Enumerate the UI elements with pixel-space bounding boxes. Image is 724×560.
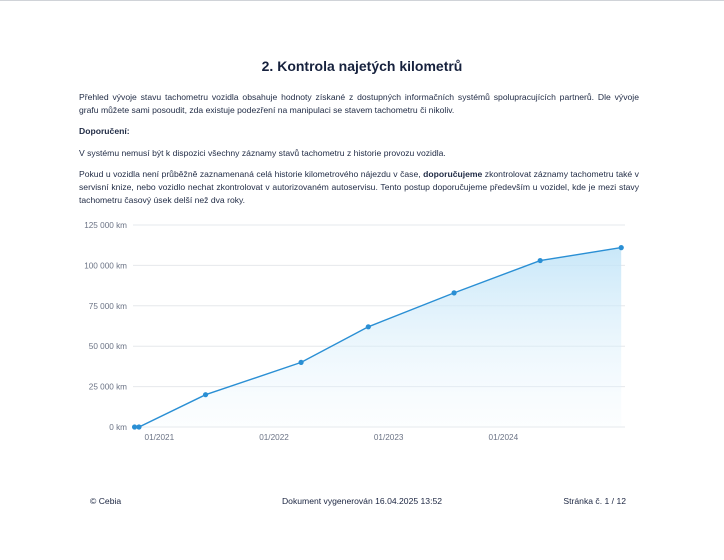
x-tick-label: 01/2024 xyxy=(488,433,519,442)
top-rule xyxy=(0,0,724,1)
data-point[interactable] xyxy=(136,424,141,429)
y-tick-label: 75 000 km xyxy=(88,301,127,311)
x-tick-label: 01/2023 xyxy=(373,433,404,442)
y-tick-label: 25 000 km xyxy=(88,382,127,392)
odometer-chart xyxy=(0,210,724,450)
x-tick-label: 01/2021 xyxy=(144,433,175,442)
data-point[interactable] xyxy=(366,324,371,329)
x-axis-labels xyxy=(145,433,519,442)
data-point[interactable] xyxy=(538,258,543,263)
odometer-area xyxy=(135,248,622,427)
y-tick-label: 50 000 km xyxy=(88,342,127,352)
note2-emphasis: doporučujeme xyxy=(423,169,483,179)
data-point[interactable] xyxy=(619,245,624,250)
y-axis-labels xyxy=(84,221,127,432)
y-tick-label: 0 km xyxy=(109,423,127,432)
recommendation-heading: Doporučení: xyxy=(79,126,130,136)
data-point[interactable] xyxy=(203,392,208,397)
x-tick-label: 01/2022 xyxy=(259,433,289,442)
note-paragraph-2 xyxy=(79,168,639,207)
intro-paragraph: Přehled vývoje stavu tachometru vozidla obsahuje hodnoty získané z dostupných informačních systémů spolupracujících partnerů. Dle vývoje grafu můžete sami posoudit, zda existuje podezření na manipulaci se stavem tachometru či nikoliv. xyxy=(79,92,639,115)
footer-generated: Dokument vygenerován 16.04.2025 13:52 xyxy=(281,496,443,506)
section-title: 2. Kontrola najetých kilometrů xyxy=(261,58,463,74)
note2-text-end: zkontrolovat záznamy tachometru také v servisní knize, nebo vozidlo nechat zkontrolovat v autorizovaném autoservisu. Tento postup doporučujeme především u vozidel, kde je mezi stavy tachometru časový úsek delší než dva roky. xyxy=(79,169,639,205)
footer-page-number: Stránka č. 1 / 12 xyxy=(563,496,626,506)
y-tick-label: 100 000 km xyxy=(84,261,127,271)
data-point[interactable] xyxy=(451,290,456,295)
data-point[interactable] xyxy=(298,360,303,365)
footer-copyright: © Cebia xyxy=(90,496,122,506)
note2-text-start: Pokud u vozidla není průběžně zaznamenaná celá historie kilometrového nájezdu v čase, xyxy=(79,169,424,179)
y-tick-label: 125 000 km xyxy=(84,221,127,230)
note-paragraph-1: V systému nemusí být k dispozici všechny záznamy stavů tachometru z historie provozu vozidla. xyxy=(79,148,446,158)
